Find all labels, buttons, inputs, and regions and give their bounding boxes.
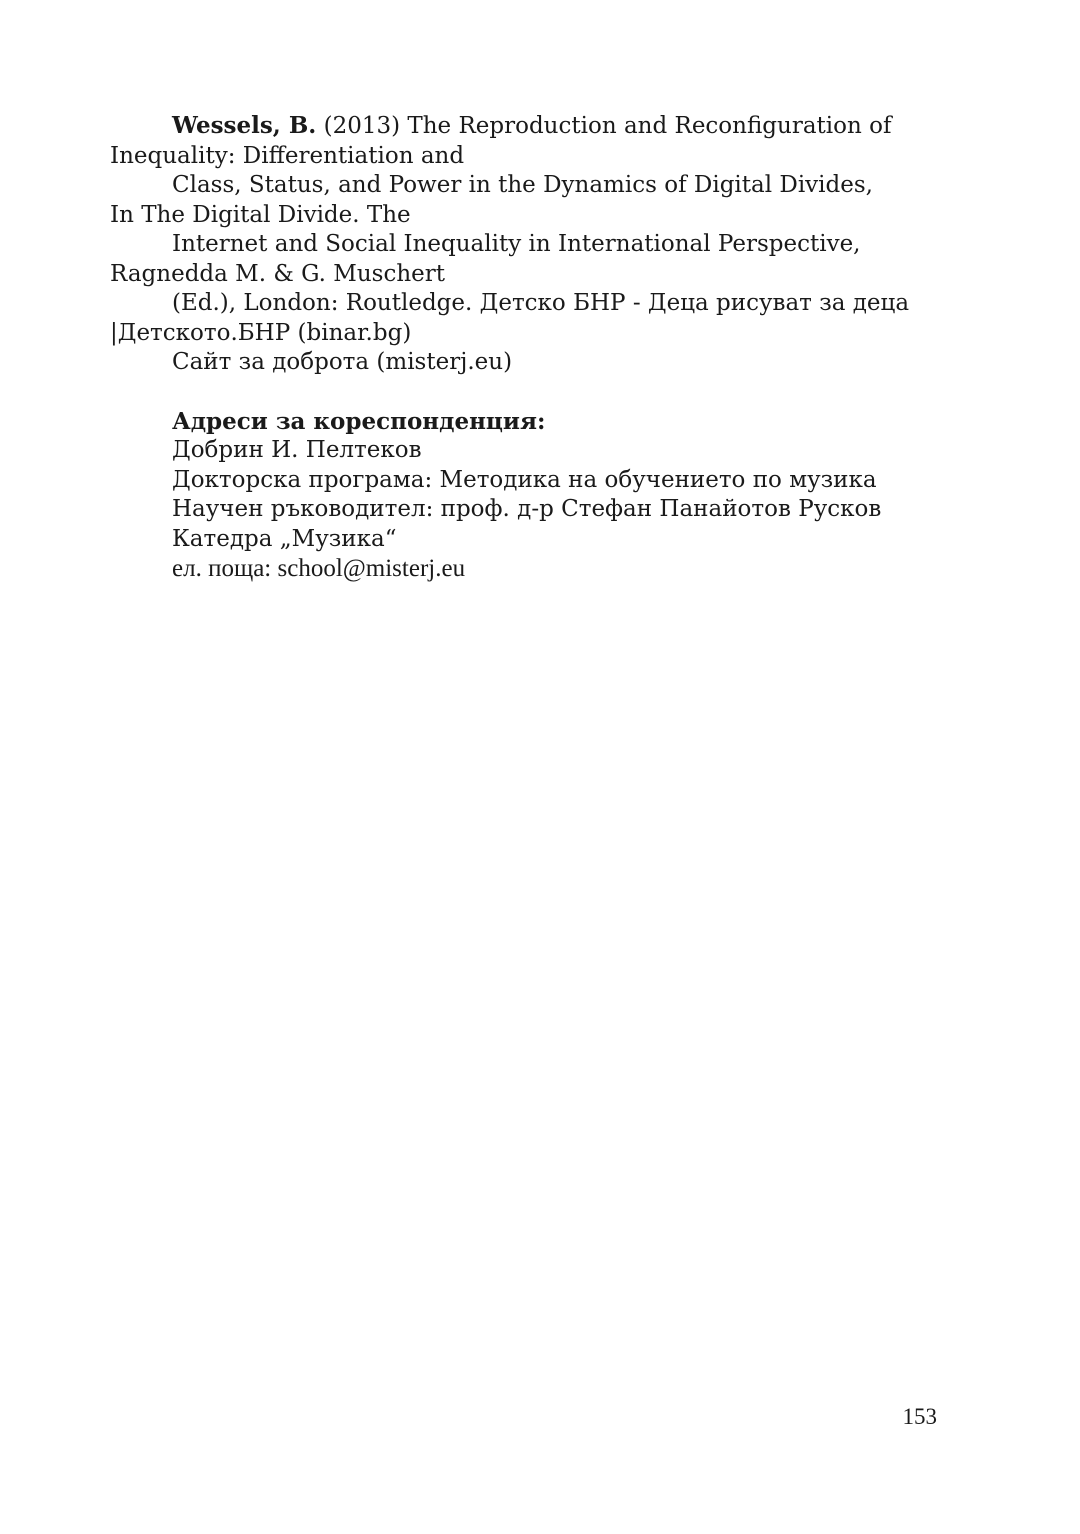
author-name: Добрин И. Пелтеков <box>172 437 422 463</box>
reference-line-2: Inequality: Differentiation and <box>110 142 465 169</box>
email: ел. поща: school@misterj.eu <box>172 555 466 582</box>
reference-line-5: Internet and Social Inequality in International Perspective, <box>172 231 861 257</box>
page-number: 153 <box>902 1404 937 1429</box>
department: Катедра „Музика“ <box>172 525 397 552</box>
reference-line-3: Class, Status, and Power in the Dynamics of Digital Divides, <box>172 172 873 198</box>
supervisor: Научен ръководител: проф. д-р Стефан Панайотов Русков <box>172 496 882 522</box>
correspondence-heading: Адреси за кореспонденция: <box>172 407 546 435</box>
reference-title-start: (2013) The Reproduction and Reconfiguration of <box>316 113 892 139</box>
reference-line-1 <box>110 111 950 142</box>
reference-line-8: |Детското.БНР (binar.bg) <box>110 319 412 346</box>
reference-line-4: In The Digital Divide. The <box>110 201 411 228</box>
reference-line-9: Сайт за доброта (misterj.eu) <box>172 349 513 375</box>
reference-line-7: (Ed.), London: Routledge. Детско БНР - Деца рисуват за деца <box>172 290 910 316</box>
reference-author: Wessels, B. <box>172 112 317 139</box>
doctoral-program: Докторска програма: Методика на обучението по музика <box>172 466 877 493</box>
page-body <box>110 111 950 584</box>
section-spacer <box>110 378 950 407</box>
reference-line-6: Ragnedda M. & G. Muschert <box>110 260 446 287</box>
